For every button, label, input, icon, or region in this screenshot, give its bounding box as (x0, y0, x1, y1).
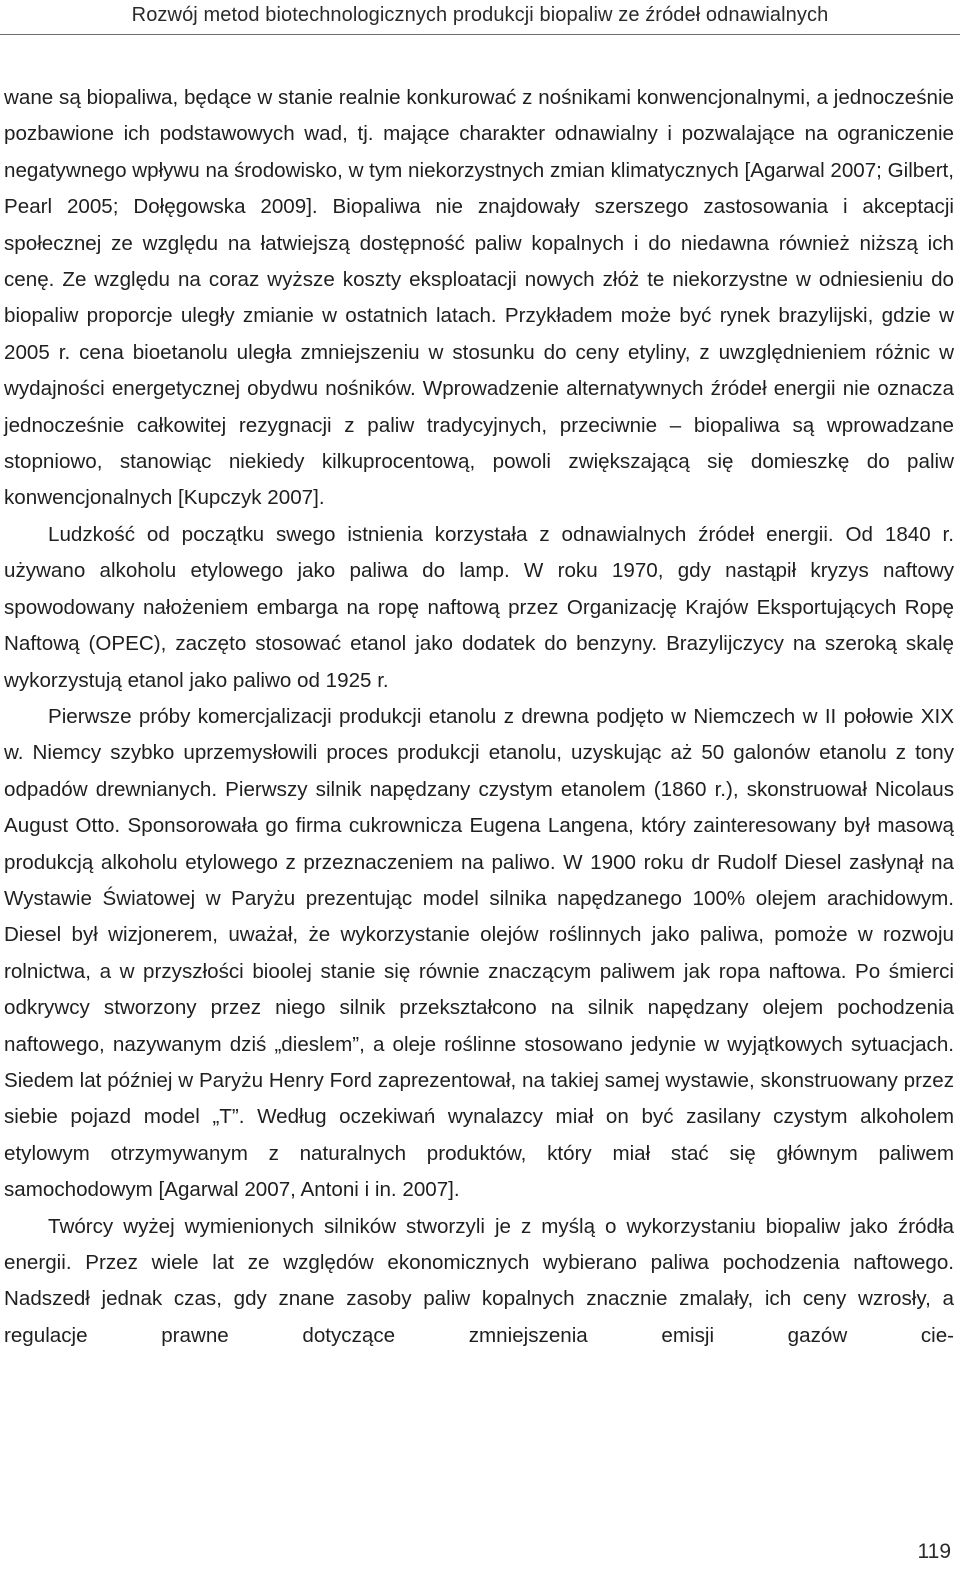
header-divider (0, 34, 960, 35)
running-header (0, 0, 960, 34)
body-text (4, 80, 954, 1354)
paragraph-engine-creators: Twórcy wyżej wymienionych silników stworzyli je z myślą o wykorzystaniu biopaliw jako źródła energii. Przez wiele lat ze względów ekonomicznych wybierano paliwa pochodzenia naftowego. Nadszedł jednak czas, gdy znane zasoby paliw kopalnych znacznie zmalały, ich ceny wzrosły, a regulacje prawne dotyczące zmniejszenia emisji gazów cie- (4, 1214, 954, 1347)
running-header-title: Rozwój metod biotechnologicznych produkcji biopaliw ze źródeł odnawialnych (131, 4, 829, 26)
paragraph-history: Ludzkość od początku swego istnienia korzystała z odnawialnych źródeł energii. Od 1840 r. używano alkoholu etylowego jako paliwa do lamp. W roku 1970, gdy nastąpił kryzys naftowy spowodowany nałożeniem embarga na ropę naftową przez Organizację Krajów Eksportujących Ropę Naftową (OPEC), zaczęto stosować etanol jako dodatek do benzyny. Brazylijczycy na szeroką skalę wykorzystują etanol jako paliwo od 1925 r. (4, 522, 954, 692)
page-number: 119 (917, 1540, 951, 1563)
paragraph-continuation: wane są biopaliwa, będące w stanie realnie konkurować z nośnikami konwencjonalnymi, a jednocześnie pozbawione ich podstawowych wad, tj. mające charakter odnawialny i pozwalające na ograniczenie negatywnego wpływu na środowisko, w tym niekorzystnych zmian klimatycznych [Agarwal 2007; Gilbert, Pearl 2005; Dołęgowska 2009]. Biopaliwa nie znajdowały szerszego zastosowania i akceptacji społecznej ze względu na łatwiejszą dostępność paliw kopalnych i do niedawna również niższą ich cenę. Ze względu na coraz wyższe koszty eksploatacji nowych złóż te niekorzystne w odniesieniu do biopaliw proporcje uległy zmianie w ostatnich latach. Przykładem może być rynek brazylijski, gdzie w 2005 r. cena bioetanolu uległa zmniejszeniu w stosunku do ceny etyliny, z uwzględnieniem różnic w wydajności energetycznej obydwu nośników. Wprowadzenie alternatywnych źródeł energii nie oznacza jednocześnie całkowitej rezygnacji z paliw tradycyjnych, przeciwnie – biopaliwa są wprowadzane stopniowo, stanowiąc niekiedy kilkuprocentową, powoli zwiększającą się domieszkę do paliw konwencjonalnych [Kupczyk 2007]. (4, 86, 954, 510)
paragraph-commercialization: Pierwsze próby komercjalizacji produkcji etanolu z drewna podjęto w Niemczech w II połowie XIX w. Niemcy szybko uprzemysłowili proces produkcji etanolu, uzyskując aż 50 galonów etanolu z tony odpadów drewnianych. Pierwszy silnik napędzany czystym etanolem (1860 r.), skonstruował Nicolaus August Otto. Sponsorowała go firma cukrownicza Eugena Langena, który zainteresowany był masową produkcją alkoholu etylowego z przeznaczeniem na paliwo. W 1900 roku dr Rudolf Diesel zasłynął na Wystawie Światowej w Paryżu prezentując model silnika napędzanego 100% olejem arachidowym. Diesel był wizjonerem, uważał, że wykorzystanie olejów roślinnych jako paliwa, pomoże w rozwoju rolnictwa, a w przyszłości bioolej stanie się równie znaczącym paliwem jak ropa naftowa. Po śmierci odkrywcy stworzony przez niego silnik przekształcono na silnik napędzany olejem pochodzenia naftowego, nazywanym dziś „dieslem”, a oleje roślinne stosowano jedynie w wyjątkowych sytuacjach. Siedem lat później w Paryżu Henry Ford zaprezentował, na takiej samej wystawie, skonstruowany przez siebie pojazd model „T”. Według oczekiwań wynalazcy miał on być zasilany czystym alkoholem etylowym otrzymywanym z naturalnych produktów, który miał stać się głównym paliwem samochodowym [Agarwal 2007, Antoni i in. 2007]. (4, 704, 954, 1202)
